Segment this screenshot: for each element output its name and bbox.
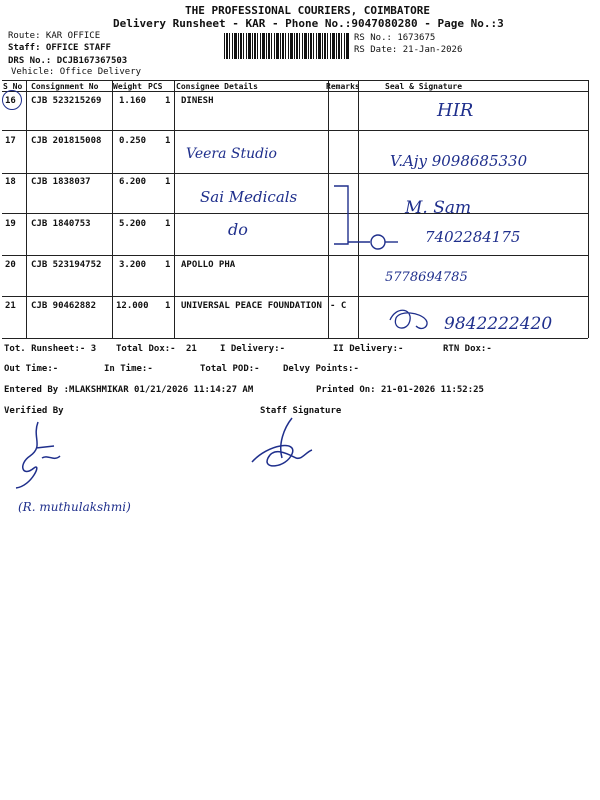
barcode [224, 33, 350, 59]
header-bottom-border [2, 91, 588, 92]
row-pcs: 1 [165, 136, 171, 146]
col-header-consignee: Consignee Details [176, 82, 258, 91]
row-sno: 19 [5, 219, 16, 229]
col-header-seal-signature: Seal & Signature [385, 82, 463, 91]
row-consignment: CJB 523215269 [31, 96, 102, 106]
row-divider [2, 296, 588, 297]
row-sno: 18 [5, 177, 16, 187]
total-pod: Total POD:- [200, 364, 260, 374]
row-pcs: 1 [165, 301, 171, 311]
route: Route: KAR OFFICE [8, 31, 101, 41]
rs-number: RS No.: 1673675 [354, 33, 436, 43]
staff: Staff: OFFICE STAFF [8, 43, 111, 53]
vehicle: Vehicle: Office Delivery [11, 67, 142, 77]
column-divider [174, 80, 175, 338]
handwritten-signature: 9842222420 [444, 314, 553, 334]
staff-signature [248, 414, 318, 474]
row-consignee: UNIVERSAL PEACE FOUNDATION [181, 301, 322, 311]
row-weight: 1.160 [119, 96, 147, 106]
circled-mark [2, 90, 22, 110]
row-pcs: 1 [165, 177, 171, 187]
row-divider [2, 213, 588, 214]
row-consignee: APOLLO PHA [181, 260, 236, 270]
col-header-weight: Weight [113, 82, 142, 91]
rs-date: RS Date: 21-Jan-2026 [354, 45, 463, 55]
row-weight: 5.200 [119, 219, 147, 229]
row-divider [2, 255, 588, 256]
table-bottom-border [2, 338, 588, 339]
row-consignee: DINESH [181, 96, 214, 106]
row-consignment: CJB 201815008 [31, 136, 102, 146]
row-weight: 6.200 [119, 177, 147, 187]
seal-scribble [386, 306, 436, 334]
delvy-points: Delvy Points:- [283, 364, 359, 374]
row-pcs: 1 [165, 260, 171, 270]
row-weight: 12.000 [116, 301, 149, 311]
handwritten-consignee: Sai Medicals [200, 188, 298, 206]
row-sno: 21 [5, 301, 16, 311]
handwritten-signature: M. Sam [405, 198, 472, 218]
row-consignment: CJB 1840753 [31, 219, 91, 229]
company-title: THE PROFESSIONAL COURIERS, COIMBATORE [185, 4, 431, 17]
row-consignment: CJB 523194752 [31, 260, 102, 270]
handwritten-signature: 7402284175 [425, 228, 521, 246]
col-header-remarks: Remarks [326, 82, 360, 91]
verifier-name-handwritten: (R. muthulakshmi) [18, 500, 131, 514]
row-pcs: 1 [165, 219, 171, 229]
drs-number: DRS No.: DCJB167367503 [8, 56, 128, 66]
rtn-dox: RTN Dox:- [443, 344, 492, 354]
staff-signature-label: Staff Signature [260, 406, 342, 416]
row-consignment: CJB 1838037 [31, 177, 91, 187]
total-dox-label: Total Dox:- [116, 344, 176, 354]
row-weight: 0.250 [119, 136, 147, 146]
row-weight: 3.200 [119, 260, 147, 270]
column-divider [328, 80, 329, 338]
handwritten-signature: HIR [437, 100, 474, 121]
row-sno: 20 [5, 260, 16, 270]
in-time: In Time:- [104, 364, 153, 374]
table-top-border [2, 80, 588, 81]
runsheet-subtitle: Delivery Runsheet - KAR - Phone No.:9047080280 - Page No.:3 [113, 17, 504, 30]
column-divider [112, 80, 113, 338]
entered-by: Entered By :MLAKSHMIKAR 01/21/2026 11:14:27 AM [4, 385, 254, 395]
out-time: Out Time:- [4, 364, 59, 374]
handwritten-signature: 5778694785 [385, 270, 468, 285]
handwritten-consignee: Veera Studio [186, 146, 277, 162]
column-divider [26, 80, 27, 338]
verifier-signature [8, 418, 68, 493]
row-pcs: 1 [165, 96, 171, 106]
row-remarks: - C [330, 301, 347, 311]
handwritten-consignee: do [228, 220, 248, 239]
tot-runsheet: Tot. Runsheet:- 3 [4, 344, 97, 354]
col-header-pcs: PCS [148, 82, 163, 91]
printed-on: Printed On: 21-01-2026 11:52:25 [316, 385, 484, 395]
i-delivery: I Delivery:- [220, 344, 286, 354]
col-header-sno: S No [3, 82, 23, 91]
verified-by-label: Verified By [4, 406, 64, 416]
row-consignment: CJB 90462882 [31, 301, 97, 311]
ii-delivery: II Delivery:- [333, 344, 404, 354]
row-sno: 16 [5, 96, 16, 106]
row-divider [2, 130, 588, 131]
total-dox-value: 21 [186, 344, 197, 354]
row-sno: 17 [5, 136, 16, 146]
handwritten-signature: V.Ajy 9098685330 [390, 152, 528, 170]
col-header-consignment: Consignment No [31, 82, 99, 91]
row-divider [2, 173, 588, 174]
column-divider [588, 80, 589, 338]
bracket-mark [330, 180, 400, 260]
